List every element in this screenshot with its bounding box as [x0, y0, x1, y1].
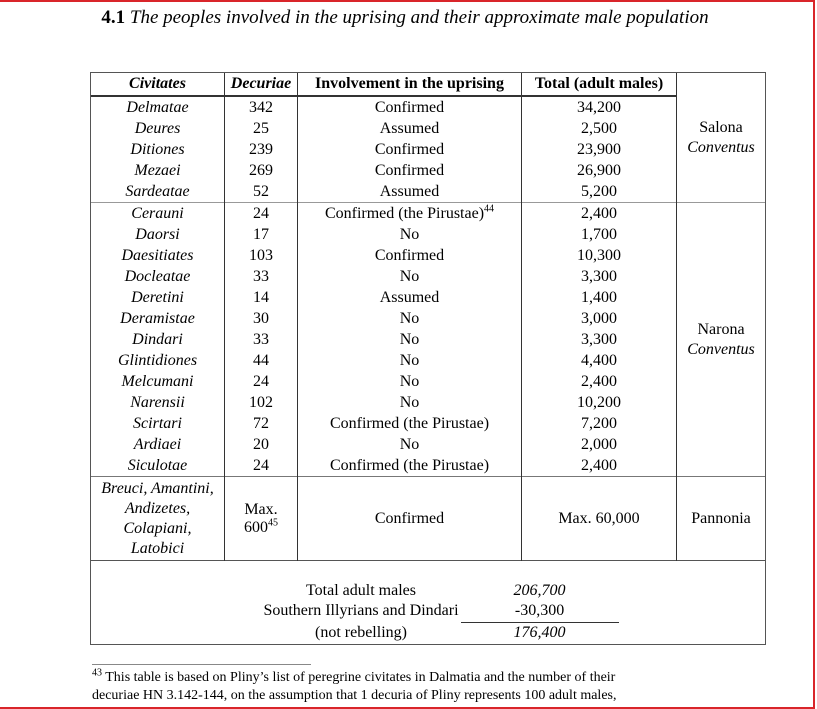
total-value: 3,000: [522, 308, 677, 329]
footnote-number: 43: [92, 667, 102, 679]
footnote-43: [92, 669, 704, 705]
region-salona: [677, 73, 766, 203]
civitas-name: Ditiones: [91, 139, 225, 160]
final-value: 176,400: [513, 623, 566, 641]
table-row: [91, 224, 765, 245]
note-label: (not rebelling): [315, 623, 407, 641]
table-row: [91, 181, 765, 203]
caption-text: The peoples involved in the uprising and their approximate male population: [129, 7, 709, 28]
decuriae-value: 44: [225, 350, 298, 371]
involvement-value: Confirmed (the Pirustae): [298, 455, 522, 477]
civitas-name: Breuci, Amantini, Andizetes, Colapiani, Latobici: [91, 477, 225, 561]
involvement-value: No: [298, 266, 522, 287]
involvement-value: No: [298, 434, 522, 455]
decuriae-value: 103: [225, 245, 298, 266]
civitas-name: Scirtari: [91, 413, 225, 434]
decuriae-value: 72: [225, 413, 298, 434]
total-value: Max. 60,000: [522, 477, 677, 561]
table-row: [91, 350, 765, 371]
involvement-value: No: [298, 308, 522, 329]
table-row: [91, 118, 765, 139]
footnote-line-2: decuriae HN 3.142-144, on the assumption that 1 decuria of Pliny represents 100 adult males,: [92, 688, 617, 703]
civitas-name: Ardiaei: [91, 434, 225, 455]
decuriae-value: 33: [225, 266, 298, 287]
civitas-name: Narensii: [91, 392, 225, 413]
region-salona-sub: Conventus: [687, 138, 755, 156]
civitas-name: Cerauni: [91, 203, 225, 225]
civitas-name: Deramistae: [91, 308, 225, 329]
total-value: 10,300: [522, 245, 677, 266]
total-value: 2,000: [522, 434, 677, 455]
decuriae-value: 269: [225, 160, 298, 181]
table-row: [91, 434, 765, 455]
region-salona-name: Salona: [699, 118, 743, 136]
table-row: [91, 160, 765, 181]
total-value: 1,400: [522, 287, 677, 308]
involvement-value: Confirmed: [298, 139, 522, 160]
civitas-name: Sardeatae: [91, 181, 225, 203]
table-row: [91, 308, 765, 329]
total-value: 2,500: [522, 118, 677, 139]
header-civitates: Civitates: [91, 73, 225, 96]
totals-row: [91, 561, 765, 645]
decuriae-value: 33: [225, 329, 298, 350]
header-total: Total (adult males): [522, 73, 677, 96]
table-row: [91, 203, 765, 225]
total-value: 5,200: [522, 181, 677, 203]
involvement-value: Confirmed (the Pirustae): [298, 413, 522, 434]
involvement-value: Confirmed (the Pirustae)$^{44}$: [298, 203, 522, 225]
region-pannonia: Pannonia: [677, 477, 766, 561]
minus-value: -30,300: [461, 601, 619, 623]
involvement-value: Assumed: [298, 118, 522, 139]
civitas-name: Siculotae: [91, 455, 225, 477]
involvement-value: No: [298, 224, 522, 245]
civitas-name: Glintidiones: [91, 350, 225, 371]
footnote-separator: [92, 664, 311, 665]
involvement-value: Assumed: [298, 287, 522, 308]
decuriae-value: 342: [225, 96, 298, 118]
total-value: 3,300: [522, 266, 677, 287]
total-value: 2,400: [522, 371, 677, 392]
decuriae-value: 24: [225, 203, 298, 225]
involvement-value: Confirmed: [298, 160, 522, 181]
table-row: [91, 477, 765, 561]
involvement-value: No: [298, 350, 522, 371]
decuriae-value: 25: [225, 118, 298, 139]
decuriae-value: 30: [225, 308, 298, 329]
total-value: 10,200: [522, 392, 677, 413]
totals-cell: [91, 561, 765, 645]
involvement-value: Confirmed: [298, 96, 522, 118]
decuriae-value: 52: [225, 181, 298, 203]
header-row: [91, 73, 765, 96]
civitas-name: Docleatae: [91, 266, 225, 287]
civitas-name: Daesitiates: [91, 245, 225, 266]
decuriae-value: 24: [225, 455, 298, 477]
table-row: [91, 139, 765, 160]
total-value: 2,400: [522, 455, 677, 477]
header-involvement: Involvement in the uprising: [298, 73, 522, 96]
region-narona: Narona Conventus: [677, 203, 766, 477]
table-row: [91, 413, 765, 434]
total-value: 4,400: [522, 350, 677, 371]
total-value: 1,700: [522, 224, 677, 245]
decuriae-value: 20: [225, 434, 298, 455]
footnote-ref-44[interactable]: 44: [484, 203, 495, 215]
civitas-name: Melcumani: [91, 371, 225, 392]
table-row: [91, 392, 765, 413]
table-row: [91, 329, 765, 350]
table-row: [91, 96, 765, 118]
total-value: 7,200: [522, 413, 677, 434]
total-value: 26,900: [522, 160, 677, 181]
civitas-name: Delmatae: [91, 96, 225, 118]
total-value: 23,900: [522, 139, 677, 160]
involvement-value: Confirmed: [298, 477, 522, 561]
decuriae-value: 24: [225, 371, 298, 392]
total-value: 3,300: [522, 329, 677, 350]
table-caption: [100, 6, 710, 30]
header-decuriae: Decuriae: [225, 73, 298, 96]
total-value: 34,200: [522, 96, 677, 118]
decuriae-value: 17: [225, 224, 298, 245]
table-row: [91, 371, 765, 392]
involvement-value: No: [298, 371, 522, 392]
civitas-name: Dindari: [91, 329, 225, 350]
footnote-ref-45[interactable]: 45: [268, 517, 278, 529]
table-row: [91, 266, 765, 287]
total-value: 206,700: [513, 581, 566, 599]
decuriae-value: 102: [225, 392, 298, 413]
decuriae-value: 14: [225, 287, 298, 308]
minus-label: Southern Illyrians and Dindari: [263, 602, 459, 619]
table-row: [91, 455, 765, 477]
involvement-value: Confirmed: [298, 245, 522, 266]
involvement-value: No: [298, 329, 522, 350]
involvement-value: Assumed: [298, 181, 522, 203]
population-table: [91, 73, 765, 644]
caption-number: 4.1: [101, 7, 126, 28]
footnote-line-1: $^{43}$ This table is based on Pliny’s list of peregrine civitates in Dalmatia and the number of their: [92, 667, 616, 685]
decuriae-value: 239: [225, 139, 298, 160]
table-row: [91, 245, 765, 266]
total-value: 2,400: [522, 203, 677, 225]
civitas-name: Daorsi: [91, 224, 225, 245]
civitas-name: Deures: [91, 118, 225, 139]
civitas-name: Deretini: [91, 287, 225, 308]
total-label: Total adult males: [306, 581, 416, 599]
table-row: [91, 287, 765, 308]
civitas-name: Mezaei: [91, 160, 225, 181]
decuriae-value: Max. $600^{45}$: [225, 477, 298, 561]
involvement-value: No: [298, 392, 522, 413]
